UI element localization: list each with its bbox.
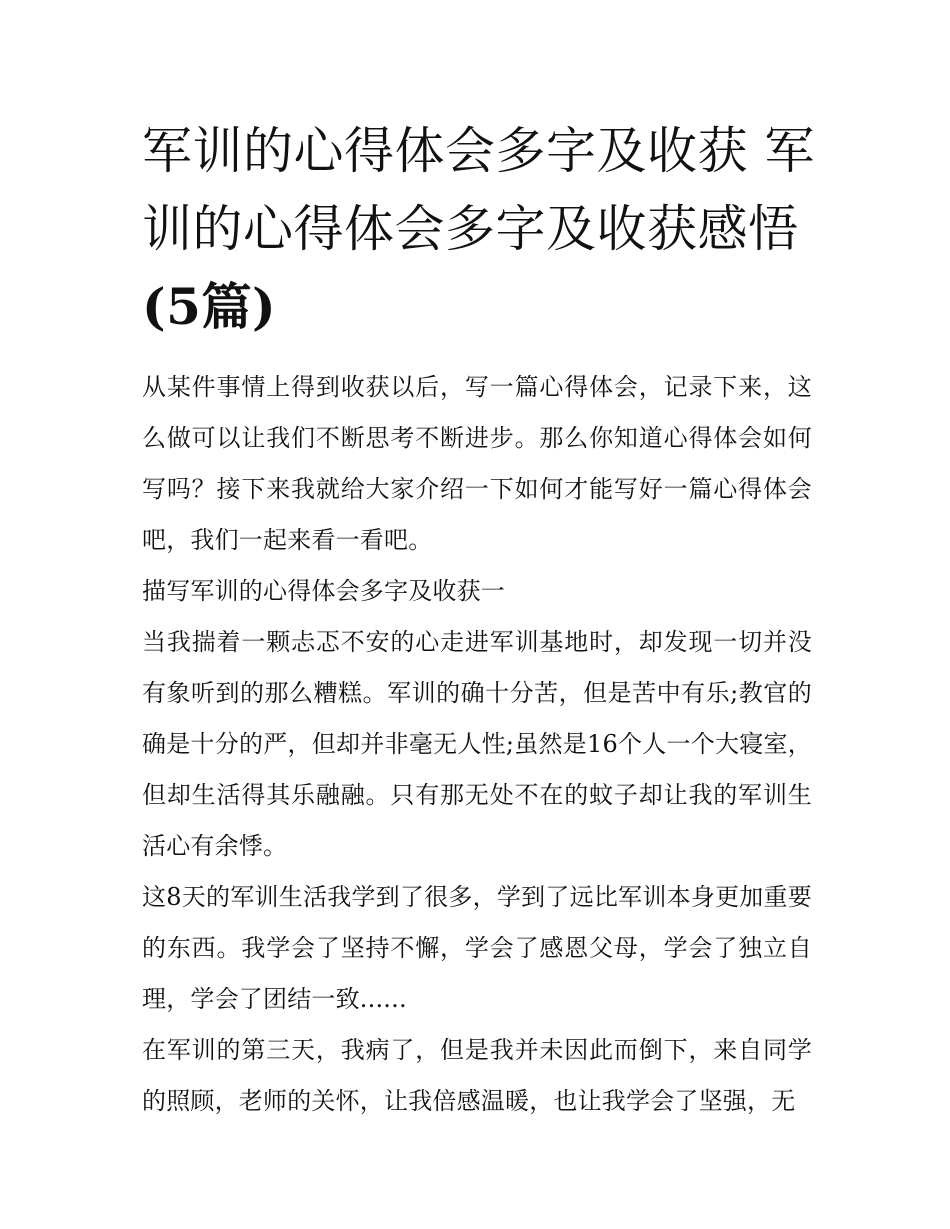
document-title xyxy=(142,112,815,346)
document-body xyxy=(142,362,812,1127)
body-paragraph-1: 当我揣着一颗忐忑不安的心走进军训基地时，却发现一切并没有象听到的那么糟糕。军训的确十分苦，但是苦中有乐;教官的确是十分的严，但却并非毫无人性;虽然是16个人一个大寝室，但却生活得其乐融融。只有那无处不在的蚊子却让我的军训生活心有余悸。 xyxy=(142,628,812,860)
document-content xyxy=(142,112,815,1127)
body-paragraph-2: 这8天的军训生活我学到了很多，学到了远比军训本身更加重要的东西。我学会了坚持不懈，学会了感恩父母，学会了独立自理，学会了团结一致...... xyxy=(142,883,812,1013)
title-line-3: (5篇) xyxy=(142,277,277,336)
title-line-2: 训的心得体会多字及收获感悟 xyxy=(142,200,799,258)
section-heading: 描写军训的心得体会多字及收获一 xyxy=(142,577,505,605)
intro-paragraph: 从某件事情上得到收获以后，写一篇心得体会，记录下来，这么做可以让我们不断思考不断进步。那么你知道心得体会如何写吗？接下来我就给大家介绍一下如何才能写好一篇心得体会吧，我们一起来看一看吧。 xyxy=(142,373,812,554)
body-paragraph-3: 在军训的第三天，我病了，但是我并未因此而倒下，来自同学的照顾，老师的关怀，让我倍感温暖，也让我学会了坚强，无 xyxy=(142,1036,812,1115)
title-line-1: 军训的心得体会多字及收获 军 xyxy=(142,122,815,180)
